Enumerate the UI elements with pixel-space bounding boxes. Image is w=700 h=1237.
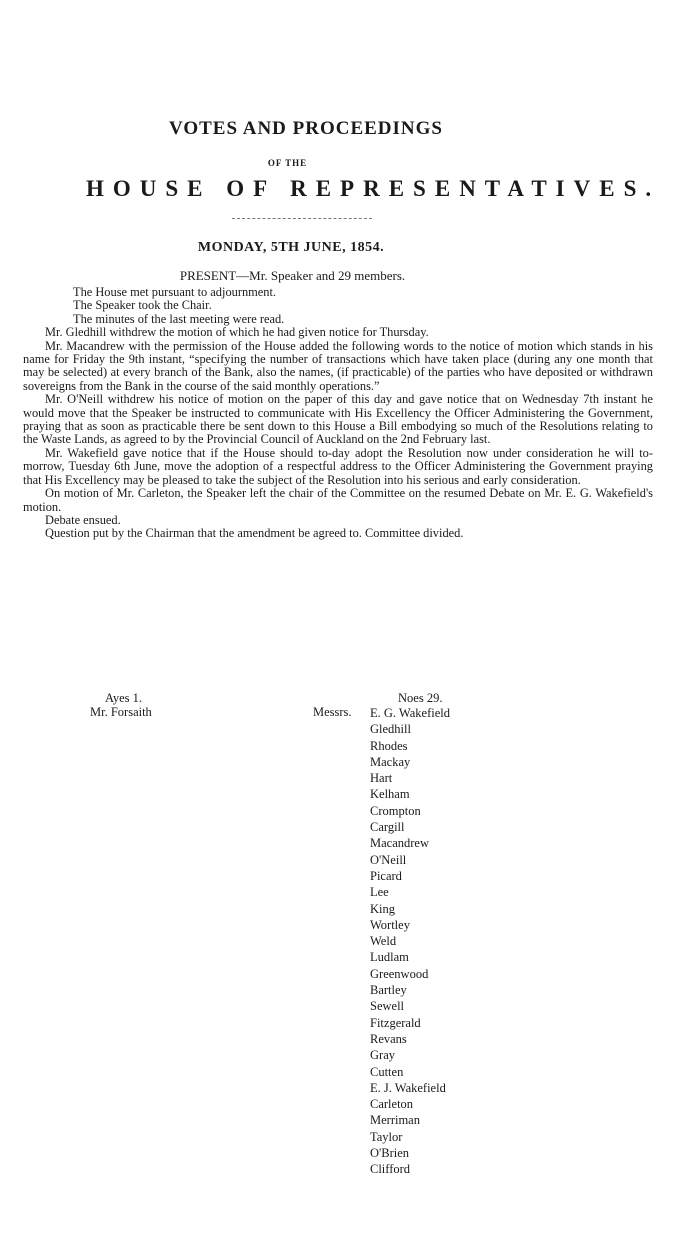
noes-member: O'Brien [370,1146,410,1161]
noes-member: Weld [370,934,397,949]
noes-member: Ludlam [370,950,409,965]
noes-member: Cargill [370,820,405,835]
noes-member: Hart [370,771,393,786]
noes-heading: Noes 29. [398,691,443,705]
noes-member: Macandrew [370,836,429,851]
noes-member: Clifford [370,1162,411,1177]
proceeding-paragraph: The House met pursuant to adjournment. [73,285,277,299]
noes-member: King [370,901,395,916]
proceeding-paragraph: On motion of Mr. Carleton, the Speaker left the chair of the Committee on the resumed Debate on Mr. E. G. Wakefield's motion. [23,486,653,514]
proceeding-paragraph: Mr. Gledhill withdrew the motion of which he had given notice for Thursday. [45,325,429,340]
proceeding-paragraph: Mr. O'Neill withdrew his notice of motion on the paper of this day and gave notice that on Wednesday 7th instant he would move that the Speaker be instructed to communicate with His Excellency the Officer Administering the Government, praying that as soon as practicable there be sent down to this House a Bill embodying so much of the Resolutions relating to the Waste Lands, as agreed to by the Provincial Council of Auckland on the 2nd February last. [23,392,653,447]
noes-list [370,705,450,1178]
proceeding-paragraph: Mr. Wakefield gave notice that if the House should to-day adopt the Resolution now under consideration he will to-morrow, Tuesday 6th June, move the adoption of a respectful address to the Officer Administering the Government praying that His Excellency may be pleased to take the subject of the Resolution into his serious and early consideration. [23,445,653,487]
noes-messrs-label: Messrs. [313,705,352,719]
proceeding-paragraph: Debate ensued. [45,512,121,527]
noes-member: O'Neill [370,852,407,867]
attendance-line: PRESENT—Mr. Speaker and 29 members. [179,268,406,283]
noes-member: Picard [370,868,402,883]
house-title: HOUSE OF REPRESENTATIVES. [86,176,661,201]
noes-member: E. G. Wakefield [370,706,450,720]
noes-member: Wortley [370,917,410,932]
sitting-date: MONDAY, 5TH JUNE, 1854. [197,240,385,255]
proceedings-body [23,286,653,541]
noes-member: Gray [370,1048,395,1063]
proceeding-paragraph: Mr. Macandrew with the permission of the House added the following words to the notice of motion which stands in his name for Friday the 9th instant, “specifying the number of transactions which have taken place (during any one month that may be selected) at every branch of the Bank, also the names, (if practicable) of the parties who have deposited or withdrawn sovereigns from the Bank in the course of the said monthly operations.” [23,338,653,393]
proceeding-paragraph: The minutes of the last meeting were read. [73,311,285,326]
noes-member: Rhodes [370,738,408,753]
noes-member: Carleton [370,1097,414,1112]
noes-member: Mackay [370,754,411,769]
document-title: VOTES AND PROCEEDINGS [168,118,443,139]
noes-member: Greenwood [370,966,429,981]
noes-member: Gledhill [370,722,411,737]
noes-member: Lee [370,885,389,900]
noes-member: Fitzgerald [370,1015,421,1030]
noes-member: Cutten [370,1064,404,1079]
noes-member: Crompton [370,803,421,818]
noes-member: Merriman [370,1113,420,1128]
noes-member: E. J. Wakefield [370,1080,446,1095]
title-connector: OF THE [267,158,308,168]
ayes-list [90,705,152,719]
noes-member: Kelham [370,787,410,802]
noes-member: Revans [370,1031,407,1046]
title-divider [232,218,372,219]
noes-member: Taylor [370,1129,403,1144]
noes-member: Sewell [370,999,405,1014]
proceeding-paragraph: Question put by the Chairman that the amendment be agreed to. Committee divided. [45,526,464,541]
ayes-heading: Ayes 1. [105,691,143,705]
proceeding-paragraph: The Speaker took the Chair. [73,298,212,313]
noes-member: Bartley [370,983,407,998]
ayes-member: Mr. Forsaith [90,705,152,719]
